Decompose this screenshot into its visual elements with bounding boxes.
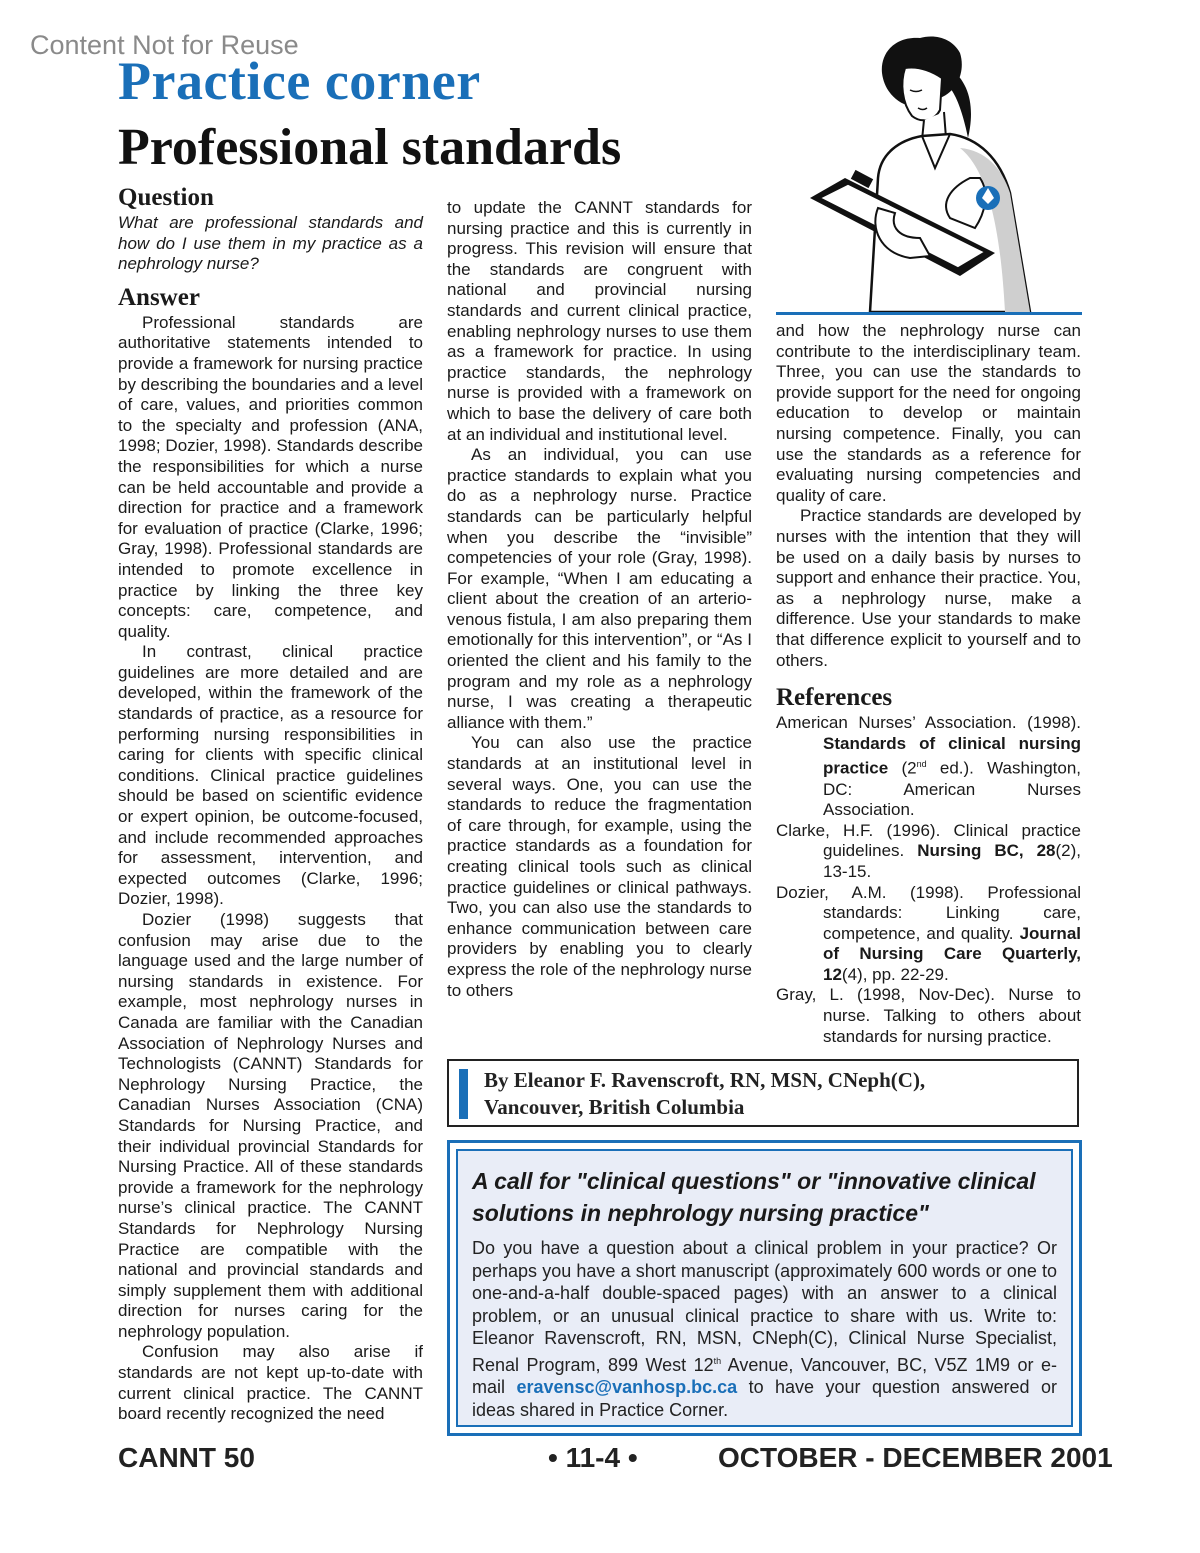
body-paragraph: Dozier (1998) suggests that confusion may arise due to the language used and the large number of nursing standards in existence. For example, most nephrology nurses in Canada are familiar with the Canadian Association of Nephrology Nurses and Technologists (CANNT) Standards for Nephrology Nursing Practice, the Canadian Nurses Association (CNA) Standards for Nursing Practice, and their individual provincial Standards for Nursing Practice. All of these standards provide a framework for the nephrology nurse’s clinical practice. The CANNT Standards for Nephrology Nursing Practice are compatible with the national and provincial standards and simply supplement them with additional direction for nurses caring for the nephrology population.	[118, 910, 423, 1341]
footer-journal: CANNT 50	[118, 1442, 255, 1473]
reference-item: Gray, L. (1998, Nov-Dec). Nurse to nurse. Talking to others about standards for nursing practice.	[776, 985, 1081, 1046]
column-3	[776, 321, 1081, 1047]
footer-date: OCTOBER - DECEMBER 2001	[718, 1442, 1113, 1473]
question-heading: Question	[118, 184, 214, 211]
author-byline	[447, 1059, 1079, 1127]
byline-accent-bar	[459, 1069, 468, 1119]
body-paragraph: Professional standards are authoritative statements intended to provide a framework for nursing practice by describing the boundaries and a level of care, values, and priorities common to the specialty and profession (ANA, 1998; Dozier, 1998). Standards describe the responsibilities for which a nurse can be held accountable and provide a direction for practice and a framework for evaluation of practice (Clarke, 1996; Gray, 1998). Professional standards are intended to promote excellence in practice by linking the three key concepts: care, competence, and quality.	[118, 312, 423, 641]
watermark: Content Not for Reuse	[30, 30, 299, 60]
call-body: Do you have a question about a clinical problem in your practice? Or perhaps you have a short manuscript (approximately 600 words or one to one-and-a-half double-spaced pages) with an answer to a clinical problem, or an unusual clinical practice to share with us. Write to: Eleanor Ravenscroft, RN, MSN, CNeph(C), Clinical Nurse Specialist, Renal Program, 899 West 12th Avenue, Vancouver, BC, V5Z 1M9 or e-mail eravensc@vanhosp.bc.ca to have your question answered or ideas shared in Practice Corner.	[472, 1238, 1057, 1420]
contact-email-link[interactable]: eravensc@vanhosp.bc.ca	[516, 1377, 738, 1397]
reference-item: American Nurses’ Association. (1998). Standards of clinical nursing practice (2nd ed.). Washington, DC: American Nurses Association.	[776, 713, 1082, 820]
body-paragraph: As an individual, you can use practice standards to explain what you do as a nephrology nurse. Practice standards can be particularly helpful when you describe the “invisible” competencies of your role (Gray, 1998). For example, “When I am educating a client about the creation of an arterio-venous fistula, I am also preparing them emotionally for this intervention”, or “As I oriented the client and his family to the program and my role as a nephrology nurse, I was creating a therapeutic alliance with them.”	[447, 445, 752, 732]
illustration-rule	[776, 312, 1082, 315]
references-list	[776, 713, 1081, 1047]
byline-author: By Eleanor F. Ravenscroft, RN, MSN, CNeph(C),	[484, 1068, 926, 1092]
column-2	[447, 198, 752, 1001]
answer-heading: Answer	[118, 283, 200, 311]
body-paragraph: In contrast, clinical practice guidelines are more detailed and are developed, within the framework of the standards of practice, as a resource for performing nursing responsibilities in caring for clients with specific clinical conditions. Clinical practice guidelines should be based on scientific evidence or expert opinion, be outcome-focused, and include recommended approaches for assessment, intervention, and expected outcomes (Clarke, 1996; Dozier, 1998).	[118, 642, 423, 909]
body-paragraph: Practice standards are developed by nurses with the intention that they will be used on a daily basis by nurses to support and enhance their practice. You, as a nephrology nurse, make a difference. Use your standards to make that difference explicit to yourself and to others.	[776, 506, 1081, 670]
call-heading: A call for "clinical questions" or "innovative clinical solutions in nephrology nursing practice"	[472, 1168, 1036, 1226]
references-heading: References	[776, 684, 893, 712]
body-paragraph: and how the nephrology nurse can contribute to the interdisciplinary team. Three, you can use the standards to provide support for the need for ongoing education to develop or maintain nursing competence. Finally, you can use the standards as a reference for evaluating nursing competencies and quality of care.	[776, 321, 1081, 505]
body-paragraph: You can also use the practice standards at an institutional level in several ways. One, you can use the standards to reduce the fragmentation of care through, for example, using the practice standards as a foundation for creating clinical tools such as clinical practice guidelines or clinical pathways. Two, you can also use the standards to enhance communication between care providers by enabling you to clearly express the role of the nephrology nurse to others	[447, 733, 752, 1000]
reference-item: Clarke, H.F. (1996). Clinical practice guidelines. Nursing BC, 28(2), 13-15.	[776, 820, 1081, 881]
article-title: Professional standards	[118, 119, 622, 176]
body-paragraph: to update the CANNT standards for nursing practice and this is currently in progress. This revision will ensure that the standards are congruent with national and provincial nursing standards and current clinical practice, enabling nephrology nurses to use them as a framework for practice. In using practice standards, the nephrology nurse is provided with a framework on which to base the delivery of care both at an individual and institutional level.	[447, 198, 752, 444]
column-1	[118, 183, 423, 1425]
body-paragraph: Confusion may also arise if standards are not kept up-to-date with current clinical practice. The CANNT board recently recognized the need	[118, 1342, 423, 1424]
byline-location: Vancouver, British Columbia	[484, 1095, 745, 1119]
question-text: What are professional standards and how do I use them in my practice as a nephrology nurse?	[118, 213, 423, 274]
call-for-submissions-box	[447, 1140, 1082, 1436]
nurse-with-clipboard-illustration	[800, 28, 1060, 312]
reference-item: Dozier, A.M. (1998). Professional standards: Linking care, competence, and quality. Journal of Nursing Care Quarterly, 12(4), pp. 22-29.	[776, 882, 1081, 984]
section-kicker: Practice corner	[118, 51, 481, 111]
footer-issue: • 11-4 •	[548, 1442, 638, 1473]
